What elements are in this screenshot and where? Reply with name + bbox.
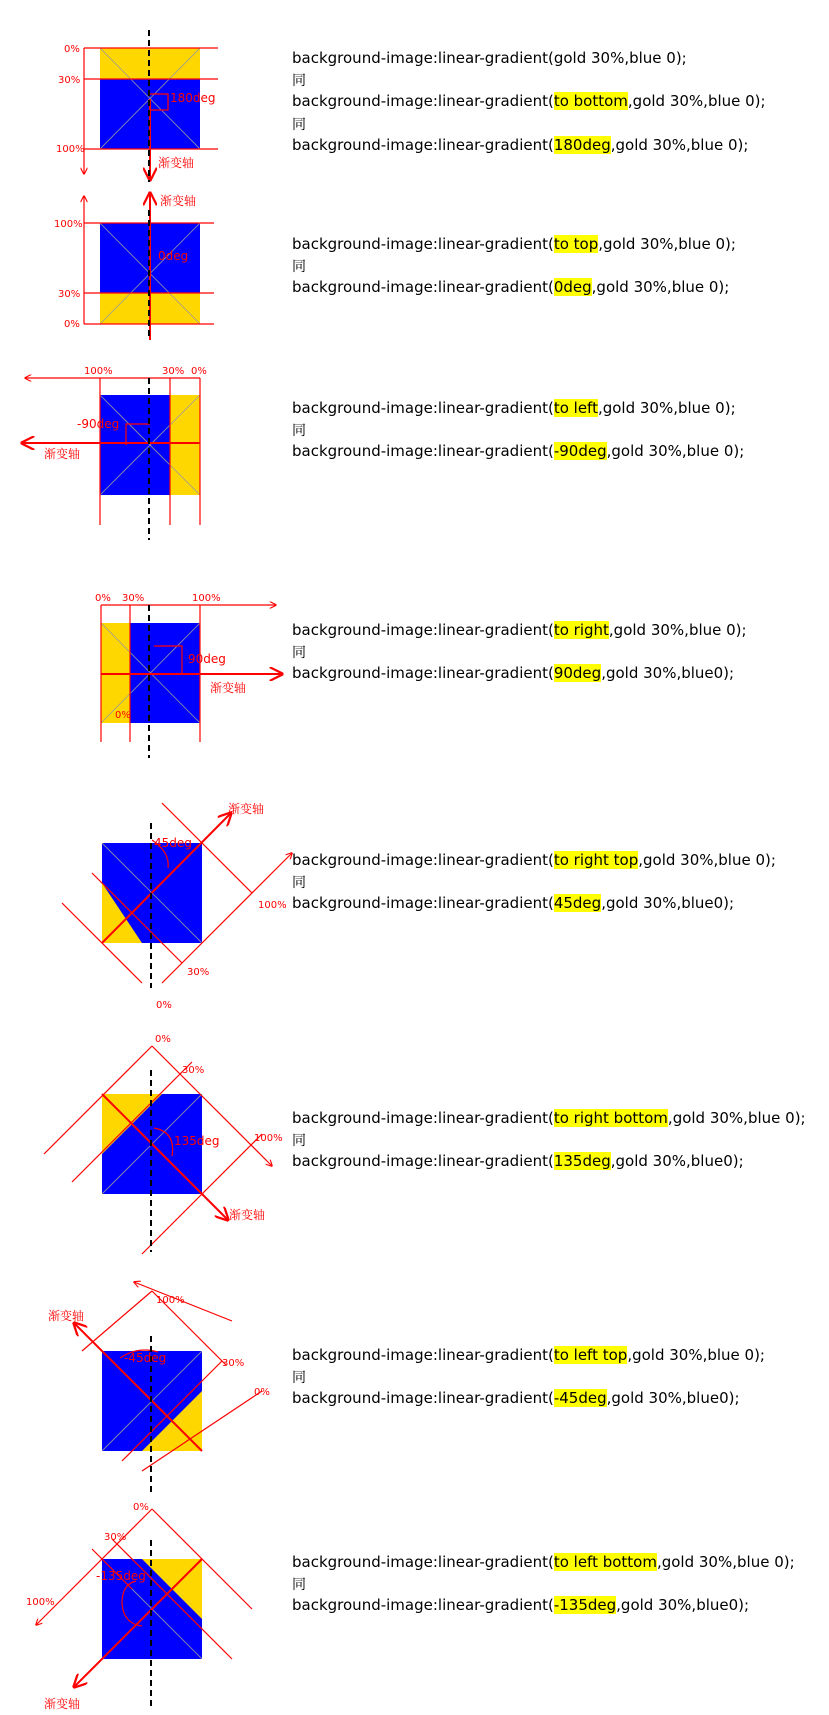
code-highlight: to left [553, 399, 598, 417]
code-line [292, 619, 747, 641]
code-prefix: background-image:linear-gradient( [292, 1596, 554, 1614]
code-suffix: ,gold 30%,blue0); [610, 1152, 744, 1170]
code-highlight: -45deg [553, 1389, 607, 1407]
code-suffix: ,gold 30%,blue 0); [638, 851, 776, 869]
code-suffix: ,gold 30%,blue 0); [598, 235, 736, 253]
diagram-45deg [62, 801, 292, 1011]
code-prefix: background-image:linear-gradient( [292, 1152, 554, 1170]
code-line [292, 662, 734, 684]
code-suffix: ,gold 30%,blue 0); [667, 1109, 806, 1127]
code-line [292, 397, 736, 419]
pct-30: 30% [58, 289, 81, 300]
code-line [292, 892, 734, 914]
code-suffix: ,gold 30%,blue0); [606, 1389, 740, 1407]
pct-0: 0% [156, 1000, 172, 1011]
pct-100: 100% [56, 144, 85, 155]
pct-100: 100% [84, 366, 113, 377]
code-line [292, 90, 766, 112]
code-suffix: ,gold 30%,blue 0); [591, 278, 730, 296]
code-suffix: ,gold 30%,blue0); [616, 1596, 750, 1614]
same-label: 同 [292, 259, 306, 275]
pct-0: 0% [64, 319, 80, 330]
code-suffix: ,gold 30%,blue 0); [597, 399, 736, 417]
code-line [292, 134, 748, 156]
code-line [292, 1594, 749, 1616]
code-suffix: ,gold 30%,blue 0); [608, 621, 747, 639]
diagram-180deg [56, 30, 218, 182]
pct-30: 30% [222, 1358, 245, 1369]
pct-30: 30% [104, 1532, 127, 1543]
same-label: 同 [292, 1577, 306, 1593]
diagram-neg45deg [48, 1282, 270, 1494]
code-highlight: to left top [553, 1346, 628, 1364]
axis-label: 渐变轴 [228, 802, 265, 816]
pct-0-bottom: 0% [115, 710, 131, 721]
code-suffix: ,gold 30%,blue 0); [627, 92, 766, 110]
angle-label: -90deg [77, 417, 120, 431]
code-line [292, 849, 776, 871]
axis-label: 渐变轴 [44, 1697, 81, 1711]
code-prefix: background-image:linear-gradient( [292, 399, 554, 417]
code-highlight: to left bottom [553, 1553, 657, 1571]
pct-100: 100% [254, 1133, 283, 1144]
axis-label: 渐变轴 [158, 156, 195, 170]
code-prefix: background-image:linear-gradient( [292, 621, 554, 639]
axis-label: 渐变轴 [229, 1208, 266, 1222]
pct-30: 30% [162, 366, 185, 377]
pct-100: 100% [258, 900, 287, 911]
same-label: 同 [292, 73, 306, 89]
pct-100: 100% [54, 219, 83, 230]
angle-label: -135deg [96, 1569, 146, 1583]
pct-100: 100% [156, 1295, 185, 1306]
code-suffix: ,gold 30%,blue 0); [610, 136, 749, 154]
same-label: 同 [292, 875, 306, 891]
code-line [292, 233, 736, 255]
same-label: 同 [292, 117, 306, 133]
code-highlight: to top [553, 235, 599, 253]
code-highlight: 180deg [553, 136, 611, 154]
code-suffix: gold 30%,blue 0); [553, 49, 687, 67]
code-suffix: ,gold 30%,blue 0); [656, 1553, 795, 1571]
code-prefix: background-image:linear-gradient( [292, 894, 554, 912]
axis-label: 渐变轴 [160, 194, 197, 208]
code-highlight: to right [553, 621, 609, 639]
axis-label: 渐变轴 [44, 447, 81, 461]
pct-0: 0% [155, 1034, 171, 1045]
code-line [292, 1107, 806, 1129]
code-highlight: -90deg [553, 442, 607, 460]
code-line [292, 276, 729, 298]
code-suffix: ,gold 30%,blue0); [601, 894, 735, 912]
angle-label: 135deg [174, 1134, 220, 1148]
code-prefix: background-image:linear-gradient( [292, 49, 554, 67]
code-line [292, 1150, 744, 1172]
code-prefix: background-image:linear-gradient( [292, 1389, 554, 1407]
code-prefix: background-image:linear-gradient( [292, 664, 554, 682]
code-suffix: ,gold 30%,blue0); [601, 664, 735, 682]
diagram-neg135deg [26, 1502, 252, 1711]
pct-0: 0% [254, 1387, 270, 1398]
diagram-0deg [54, 193, 214, 340]
code-line [292, 47, 687, 69]
pct-30: 30% [182, 1065, 205, 1076]
pct-0: 0% [191, 366, 207, 377]
blue-band [100, 395, 170, 495]
code-prefix: background-image:linear-gradient( [292, 851, 554, 869]
axis-label: 渐变轴 [210, 681, 247, 695]
code-suffix: ,gold 30%,blue 0); [627, 1346, 765, 1364]
code-suffix: ,gold 30%,blue 0); [606, 442, 745, 460]
code-highlight: 45deg [553, 894, 602, 912]
pct-0: 0% [64, 44, 80, 55]
diagram-90deg [95, 593, 282, 758]
same-label: 同 [292, 423, 306, 439]
pct-0: 0% [95, 593, 111, 604]
same-label: 同 [292, 1370, 306, 1386]
pct-100: 100% [192, 593, 221, 604]
diagram-neg90deg [22, 366, 207, 540]
angle-label: -45deg [124, 1351, 167, 1365]
code-line [292, 1344, 765, 1366]
axis-label: 渐变轴 [48, 1309, 85, 1323]
diagram-135deg [44, 1034, 283, 1254]
code-prefix: background-image:linear-gradient( [292, 1346, 554, 1364]
code-line [292, 440, 744, 462]
code-highlight: to bottom [553, 92, 628, 110]
code-highlight: -135deg [553, 1596, 617, 1614]
code-prefix: background-image:linear-gradient( [292, 1553, 554, 1571]
code-highlight: 90deg [553, 664, 602, 682]
angle-label: 0deg [158, 249, 189, 263]
same-label: 同 [292, 645, 306, 661]
code-highlight: to right top [553, 851, 639, 869]
code-highlight: 135deg [553, 1152, 611, 1170]
angle-label: 90deg [188, 652, 226, 666]
code-line [292, 1551, 795, 1573]
same-label: 同 [292, 1133, 306, 1149]
code-prefix: background-image:linear-gradient( [292, 235, 554, 253]
code-prefix: background-image:linear-gradient( [292, 442, 554, 460]
code-highlight: to right bottom [553, 1109, 668, 1127]
pct-30: 30% [122, 593, 145, 604]
code-line [292, 1387, 740, 1409]
angle-label: 45deg [154, 836, 192, 850]
code-highlight: 0deg [553, 278, 592, 296]
pct-30: 30% [187, 967, 210, 978]
code-prefix: background-image:linear-gradient( [292, 1109, 554, 1127]
pct-30: 30% [58, 75, 81, 86]
pct-100: 100% [26, 1597, 55, 1608]
code-prefix: background-image:linear-gradient( [292, 92, 554, 110]
code-prefix: background-image:linear-gradient( [292, 136, 554, 154]
pct-0: 0% [133, 1502, 149, 1513]
angle-label: 180deg [170, 91, 216, 105]
code-prefix: background-image:linear-gradient( [292, 278, 554, 296]
